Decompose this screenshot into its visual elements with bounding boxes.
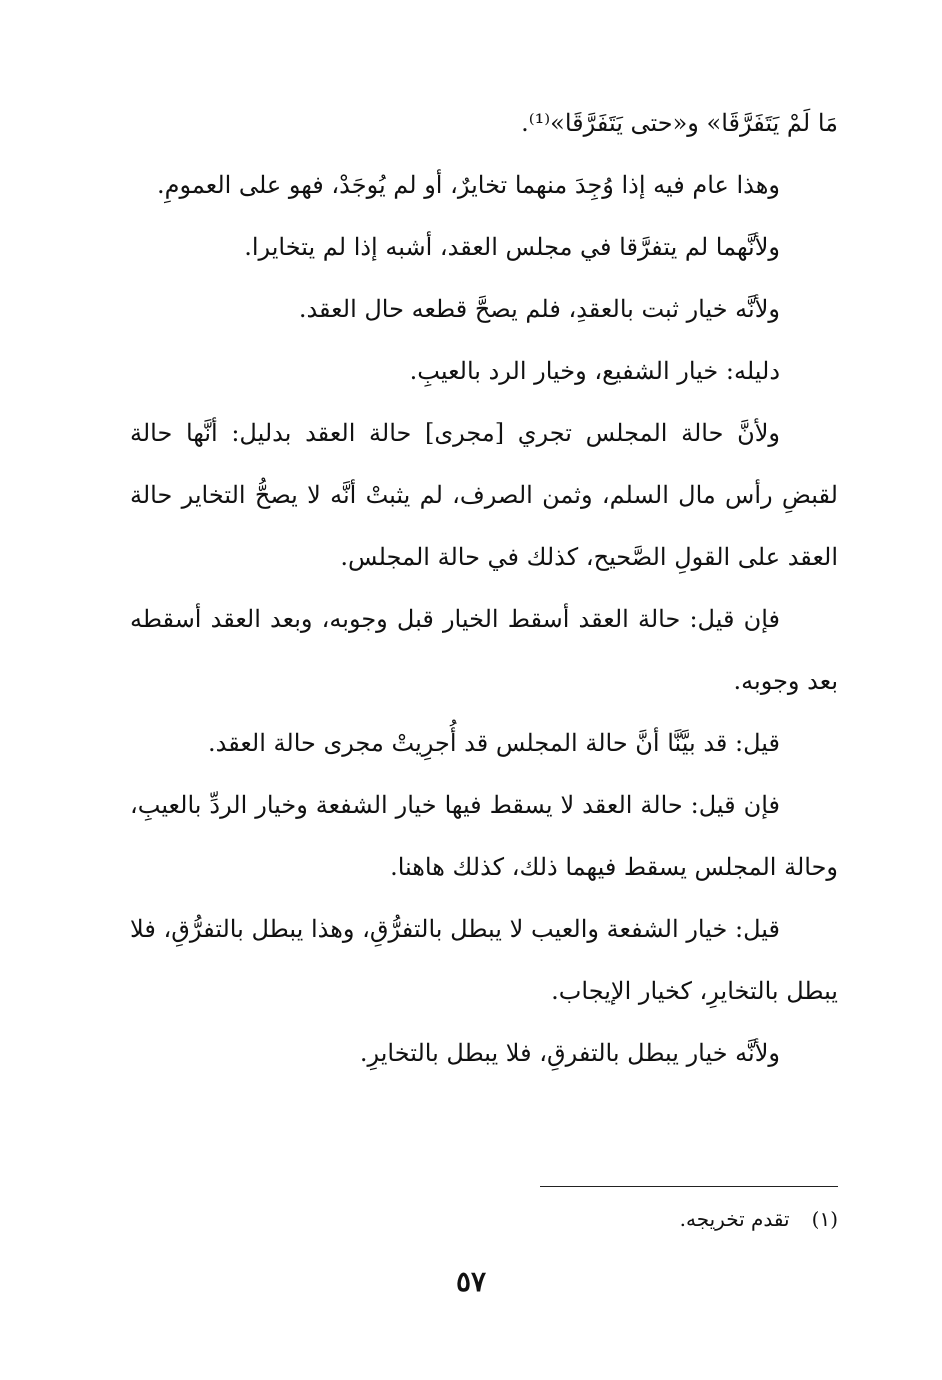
paragraph: دليله: خيار الشفيع، وخيار الرد بالعيبِ. xyxy=(409,357,780,385)
footnote-text: تقدم تخريجه. xyxy=(679,1207,790,1231)
paragraph: ولأنَّه خيار يبطل بالتفرقِ، فلا يبطل بالتخايرِ. xyxy=(359,1039,780,1067)
footnote-number: (١) xyxy=(811,1207,838,1231)
paragraph: قيل: قد بيَّنَّا أنَّ حالة المجلس قد أُجرِيتْ مجرى حالة العقد. xyxy=(207,729,780,757)
paragraph: فإن قيل: حالة العقد لا يسقط فيها خيار الشفعة وخيار الردِّ بالعيبِ، وحالة المجلس يسقط فيهما ذلك، كذلك هاهنا. xyxy=(130,791,838,881)
paragraph: ولأنَّه خيار ثبت بالعقدِ، فلم يصحَّ قطعه حال العقد. xyxy=(298,295,780,323)
paragraph: مَا لَمْ يَتَفَرَّقَا» و«حتى يَتَفَرَّقَا»⁽¹⁾. xyxy=(521,109,838,137)
main-text xyxy=(130,92,838,1084)
paragraph: وهذا عام فيه إذا وُجِدَ منهما تخايرٌ، أو لم يُوجَدْ، فهو على العمومِ. xyxy=(156,171,780,199)
footnote-divider xyxy=(540,1186,838,1187)
paragraph: قيل: خيار الشفعة والعيب لا يبطل بالتفرُّقِ، وهذا يبطل بالتفرُّقِ، فلا يبطل بالتخايرِ، كخيار الإيجاب. xyxy=(130,915,838,1005)
footnote xyxy=(680,1202,838,1236)
paragraph: ولأنَّهما لم يتفرَّقا في مجلس العقد، أشبه إذا لم يتخايرا. xyxy=(244,233,780,261)
paragraph: فإن قيل: حالة العقد أسقط الخيار قبل وجوبه، وبعد العقد أسقطه بعد وجوبه. xyxy=(130,605,838,695)
paragraph: ولأنَّ حالة المجلس تجري [مجرى] حالة العقد بدليل: أنَّها حالة لقبضِ رأس مال السلم، وثمن الصرف، لم يثبتْ أنَّه لا يصحُّ التخاير حالة العقد على القولِ الصَّحيح، كذلك في حالة المجلس. xyxy=(130,419,838,571)
page-number: ٥٧ xyxy=(455,1265,487,1298)
